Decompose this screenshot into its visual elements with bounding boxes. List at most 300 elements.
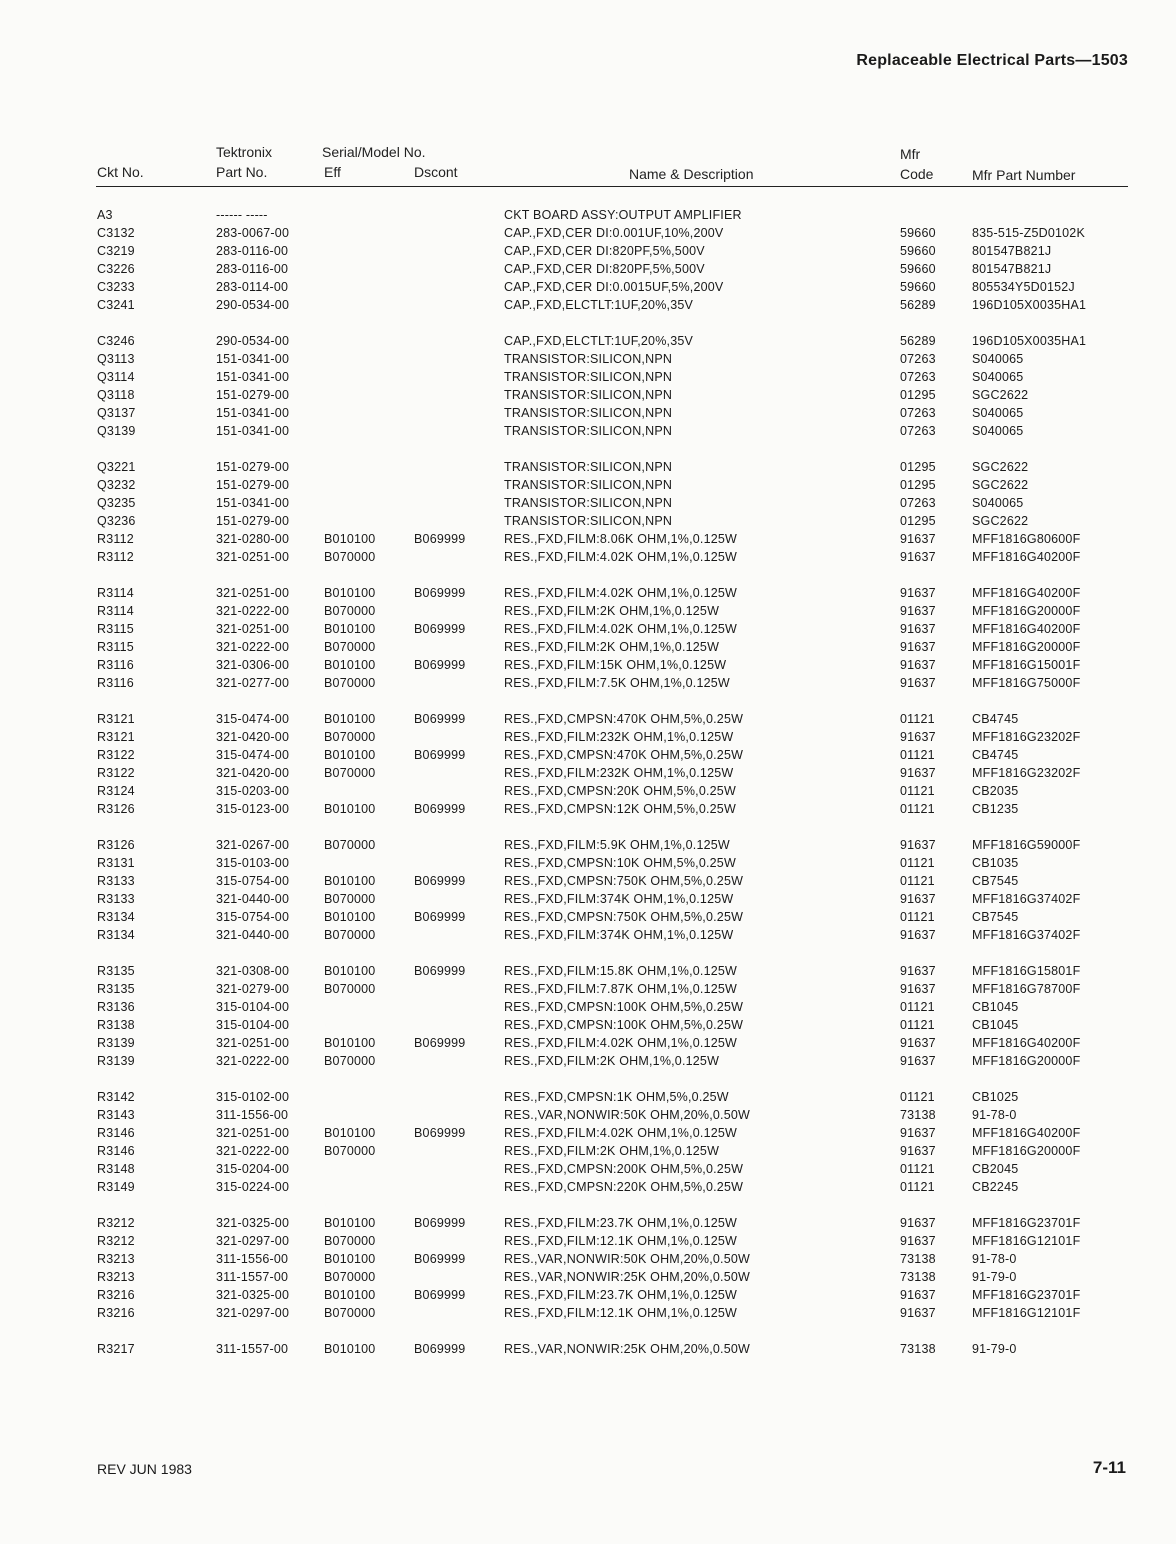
cell-ckt-no: R3216 — [97, 1288, 135, 1302]
table-row — [0, 603, 1176, 621]
cell-name-description: CAP.,FXD,CER DI:820PF,5%,500V — [504, 244, 705, 258]
cell-dscont-serial: B069999 — [414, 964, 466, 978]
header-tektronix: Tektronix — [216, 144, 273, 160]
cell-ckt-no: C3233 — [97, 280, 135, 294]
cell-name-description: RES.,FXD,FILM:7.5K OHM,1%,0.125W — [504, 676, 730, 690]
cell-mfr-part-number: 91-78-0 — [972, 1252, 1017, 1266]
cell-mfr-part-number: 835-515-Z5D0102K — [972, 226, 1085, 240]
cell-mfr-code: 01121 — [900, 712, 935, 726]
cell-mfr-code: 59660 — [900, 280, 936, 294]
cell-name-description: CAP.,FXD,ELCTLT:1UF,20%,35V — [504, 334, 694, 348]
cell-ckt-no: C3219 — [97, 244, 135, 258]
cell-mfr-part-number: S040065 — [972, 370, 1024, 384]
cell-part-no: 315-0123-00 — [216, 802, 290, 816]
cell-ckt-no: Q3221 — [97, 460, 136, 474]
cell-mfr-code: 01295 — [900, 460, 936, 474]
table-row — [0, 297, 1176, 315]
cell-eff-serial: B070000 — [324, 1144, 376, 1158]
cell-mfr-code: 91637 — [900, 1306, 936, 1320]
cell-part-no: 315-0474-00 — [216, 712, 290, 726]
cell-mfr-part-number: 91-79-0 — [972, 1270, 1017, 1284]
cell-part-no: 283-0116-00 — [216, 244, 289, 258]
cell-name-description: TRANSISTOR:SILICON,NPN — [504, 388, 673, 402]
cell-dscont-serial: B069999 — [414, 622, 466, 636]
header-ckt-no: Ckt No. — [97, 164, 144, 180]
cell-part-no: 321-0420-00 — [216, 730, 290, 744]
cell-mfr-code: 73138 — [900, 1342, 936, 1356]
cell-dscont-serial: B069999 — [414, 748, 466, 762]
cell-mfr-code: 07263 — [900, 406, 936, 420]
cell-ckt-no: C3132 — [97, 226, 135, 240]
cell-eff-serial: B010100 — [324, 1036, 376, 1050]
row-group — [0, 333, 1176, 441]
table-row — [0, 873, 1176, 891]
cell-name-description: RES.,FXD,CMPSN:470K OHM,5%,0.25W — [504, 712, 744, 726]
cell-mfr-code: 91637 — [900, 1234, 936, 1248]
cell-ckt-no: R3146 — [97, 1144, 135, 1158]
cell-part-no: 321-0222-00 — [216, 604, 290, 618]
cell-part-no: 321-0297-00 — [216, 1306, 290, 1320]
cell-part-no: 151-0279-00 — [216, 514, 290, 528]
cell-name-description: RES.,FXD,FILM:15.8K OHM,1%,0.125W — [504, 964, 738, 978]
table-row — [0, 891, 1176, 909]
cell-mfr-part-number: CB2245 — [972, 1180, 1019, 1194]
cell-mfr-part-number: CB1045 — [972, 1018, 1019, 1032]
cell-mfr-part-number: SGC2622 — [972, 388, 1029, 402]
cell-name-description: RES.,FXD,CMPSN:470K OHM,5%,0.25W — [504, 748, 744, 762]
header-name-description: Name & Description — [629, 166, 754, 182]
cell-mfr-code: 73138 — [900, 1108, 936, 1122]
cell-mfr-code: 91637 — [900, 766, 936, 780]
cell-mfr-code: 73138 — [900, 1270, 936, 1284]
cell-mfr-part-number: CB1025 — [972, 1090, 1019, 1104]
cell-mfr-part-number: MFF1816G37402F — [972, 928, 1081, 942]
cell-mfr-part-number: MFF1816G59000F — [972, 838, 1081, 852]
table-row — [0, 729, 1176, 747]
cell-part-no: 321-0277-00 — [216, 676, 290, 690]
cell-ckt-no: R3212 — [97, 1234, 135, 1248]
cell-name-description: RES.,VAR,NONWIR:25K OHM,20%,0.50W — [504, 1270, 751, 1284]
cell-mfr-code: 01121 — [900, 784, 935, 798]
cell-mfr-code: 91637 — [900, 982, 936, 996]
cell-mfr-part-number: S040065 — [972, 406, 1024, 420]
cell-mfr-code: 91637 — [900, 604, 936, 618]
cell-mfr-code: 59660 — [900, 226, 936, 240]
cell-ckt-no: R3143 — [97, 1108, 135, 1122]
table-row — [0, 261, 1176, 279]
cell-mfr-code: 91637 — [900, 586, 936, 600]
cell-mfr-code: 07263 — [900, 424, 936, 438]
cell-eff-serial: B010100 — [324, 532, 376, 546]
cell-name-description: RES.,FXD,CMPSN:12K OHM,5%,0.25W — [504, 802, 736, 816]
cell-name-description: TRANSISTOR:SILICON,NPN — [504, 496, 673, 510]
cell-part-no: 151-0341-00 — [216, 424, 290, 438]
cell-mfr-code: 73138 — [900, 1252, 936, 1266]
cell-ckt-no: R3122 — [97, 748, 135, 762]
cell-name-description: RES.,FXD,FILM:374K OHM,1%,0.125W — [504, 892, 734, 906]
table-row — [0, 1053, 1176, 1071]
cell-mfr-part-number: 91-78-0 — [972, 1108, 1017, 1122]
cell-mfr-part-number: CB1045 — [972, 1000, 1019, 1014]
cell-part-no: 283-0114-00 — [216, 280, 289, 294]
table-row — [0, 639, 1176, 657]
table-row — [0, 1269, 1176, 1287]
cell-mfr-part-number: MFF1816G23701F — [972, 1288, 1081, 1302]
cell-eff-serial: B070000 — [324, 982, 376, 996]
cell-name-description: CAP.,FXD,CER DI:0.001UF,10%,200V — [504, 226, 724, 240]
cell-mfr-part-number: MFF1816G12101F — [972, 1306, 1081, 1320]
cell-ckt-no: R3136 — [97, 1000, 135, 1014]
cell-mfr-part-number: 801547B821J — [972, 262, 1052, 276]
cell-name-description: TRANSISTOR:SILICON,NPN — [504, 478, 673, 492]
cell-ckt-no: C3241 — [97, 298, 135, 312]
cell-mfr-code: 01121 — [900, 1018, 935, 1032]
cell-name-description: RES.,FXD,FILM:7.87K OHM,1%,0.125W — [504, 982, 738, 996]
cell-eff-serial: B070000 — [324, 604, 376, 618]
cell-mfr-code: 91637 — [900, 964, 936, 978]
cell-part-no: 321-0222-00 — [216, 1054, 290, 1068]
table-row — [0, 333, 1176, 351]
table-row — [0, 243, 1176, 261]
cell-eff-serial: B010100 — [324, 586, 376, 600]
cell-part-no: 290-0534-00 — [216, 334, 290, 348]
cell-mfr-part-number: CB4745 — [972, 712, 1019, 726]
cell-eff-serial: B010100 — [324, 1252, 376, 1266]
table-row — [0, 423, 1176, 441]
cell-mfr-part-number: CB7545 — [972, 910, 1019, 924]
cell-mfr-part-number: MFF1816G23202F — [972, 766, 1081, 780]
cell-eff-serial: B010100 — [324, 712, 376, 726]
cell-ckt-no: R3213 — [97, 1270, 135, 1284]
cell-part-no: 315-0754-00 — [216, 874, 290, 888]
header-serial-model: Serial/Model No. — [322, 144, 426, 160]
header-part-no: Part No. — [216, 164, 268, 180]
cell-mfr-code: 07263 — [900, 496, 936, 510]
cell-mfr-code: 91637 — [900, 676, 936, 690]
cell-ckt-no: R3121 — [97, 712, 135, 726]
cell-eff-serial: B010100 — [324, 874, 376, 888]
cell-mfr-code: 59660 — [900, 244, 936, 258]
cell-dscont-serial: B069999 — [414, 658, 466, 672]
cell-ckt-no: Q3236 — [97, 514, 136, 528]
table-row — [0, 531, 1176, 549]
cell-eff-serial: B070000 — [324, 892, 376, 906]
cell-ckt-no: C3246 — [97, 334, 135, 348]
cell-name-description: TRANSISTOR:SILICON,NPN — [504, 406, 673, 420]
cell-ckt-no: R3133 — [97, 874, 135, 888]
cell-mfr-part-number: 196D105X0035HA1 — [972, 334, 1087, 348]
cell-mfr-part-number: MFF1816G23701F — [972, 1216, 1081, 1230]
cell-name-description: RES.,FXD,CMPSN:220K OHM,5%,0.25W — [504, 1180, 744, 1194]
cell-name-description: RES.,FXD,FILM:5.9K OHM,1%,0.125W — [504, 838, 730, 852]
cell-dscont-serial: B069999 — [414, 1252, 466, 1266]
cell-part-no: 315-0203-00 — [216, 784, 290, 798]
cell-ckt-no: R3114 — [97, 586, 134, 600]
cell-ckt-no: R3146 — [97, 1126, 135, 1140]
table-row — [0, 387, 1176, 405]
cell-ckt-no: R3112 — [97, 532, 134, 546]
cell-part-no: 321-0420-00 — [216, 766, 290, 780]
cell-ckt-no: Q3118 — [97, 388, 135, 402]
table-row — [0, 657, 1176, 675]
cell-eff-serial: B010100 — [324, 748, 376, 762]
cell-mfr-part-number: MFF1816G40200F — [972, 550, 1081, 564]
cell-part-no: 321-0251-00 — [216, 1036, 290, 1050]
cell-mfr-part-number: S040065 — [972, 352, 1024, 366]
cell-name-description: RES.,FXD,FILM:2K OHM,1%,0.125W — [504, 1054, 720, 1068]
cell-part-no: 321-0440-00 — [216, 928, 290, 942]
row-group — [0, 585, 1176, 693]
cell-name-description: RES.,VAR,NONWIR:50K OHM,20%,0.50W — [504, 1252, 751, 1266]
cell-mfr-code: 56289 — [900, 334, 936, 348]
cell-mfr-code: 91637 — [900, 1288, 936, 1302]
cell-name-description: RES.,FXD,CMPSN:1K OHM,5%,0.25W — [504, 1090, 729, 1104]
cell-name-description: RES.,FXD,FILM:23.7K OHM,1%,0.125W — [504, 1288, 738, 1302]
cell-mfr-code: 91637 — [900, 838, 936, 852]
cell-mfr-code: 91637 — [900, 622, 936, 636]
cell-part-no: 321-0251-00 — [216, 1126, 290, 1140]
cell-mfr-code: 59660 — [900, 262, 936, 276]
cell-ckt-no: R3212 — [97, 1216, 135, 1230]
cell-name-description: RES.,FXD,FILM:23.7K OHM,1%,0.125W — [504, 1216, 738, 1230]
table-row — [0, 369, 1176, 387]
cell-dscont-serial: B069999 — [414, 1216, 466, 1230]
cell-mfr-part-number: MFF1816G23202F — [972, 730, 1081, 744]
cell-ckt-no: R3135 — [97, 982, 135, 996]
cell-mfr-part-number: 196D105X0035HA1 — [972, 298, 1087, 312]
cell-dscont-serial: B069999 — [414, 712, 466, 726]
cell-part-no: 321-0308-00 — [216, 964, 290, 978]
cell-part-no: 321-0297-00 — [216, 1234, 290, 1248]
cell-mfr-part-number: MFF1816G20000F — [972, 640, 1081, 654]
cell-name-description: CAP.,FXD,CER DI:820PF,5%,500V — [504, 262, 705, 276]
cell-name-description: RES.,FXD,FILM:8.06K OHM,1%,0.125W — [504, 532, 738, 546]
cell-eff-serial: B010100 — [324, 1288, 376, 1302]
cell-dscont-serial: B069999 — [414, 910, 466, 924]
table-row — [0, 963, 1176, 981]
cell-part-no: 321-0325-00 — [216, 1216, 290, 1230]
table-row — [0, 783, 1176, 801]
cell-name-description: RES.,FXD,CMPSN:100K OHM,5%,0.25W — [504, 1018, 744, 1032]
table-row — [0, 279, 1176, 297]
row-group — [0, 837, 1176, 945]
cell-mfr-part-number: S040065 — [972, 424, 1024, 438]
cell-ckt-no: R3148 — [97, 1162, 135, 1176]
header-mfr-part-number: Mfr Part Number — [972, 167, 1076, 183]
cell-name-description: TRANSISTOR:SILICON,NPN — [504, 460, 673, 474]
cell-part-no: 321-0251-00 — [216, 550, 290, 564]
cell-ckt-no: R3139 — [97, 1054, 135, 1068]
row-group — [0, 1341, 1176, 1359]
cell-mfr-part-number: SGC2622 — [972, 514, 1029, 528]
cell-name-description: RES.,FXD,FILM:2K OHM,1%,0.125W — [504, 604, 720, 618]
page-number: 7-11 — [1092, 1458, 1126, 1477]
cell-part-no: 311-1556-00 — [216, 1108, 289, 1122]
cell-name-description: RES.,FXD,FILM:232K OHM,1%,0.125W — [504, 766, 734, 780]
cell-mfr-part-number: MFF1816G15001F — [972, 658, 1081, 672]
cell-part-no: 321-0251-00 — [216, 586, 290, 600]
cell-dscont-serial: B069999 — [414, 1342, 466, 1356]
table-row — [0, 837, 1176, 855]
cell-name-description: RES.,FXD,CMPSN:750K OHM,5%,0.25W — [504, 910, 744, 924]
cell-part-no: 151-0341-00 — [216, 352, 290, 366]
cell-dscont-serial: B069999 — [414, 532, 466, 546]
header-mfr-code: Code — [900, 166, 934, 182]
table-row — [0, 1161, 1176, 1179]
table-row — [0, 855, 1176, 873]
cell-mfr-code: 01121 — [900, 748, 935, 762]
table-row — [0, 225, 1176, 243]
cell-dscont-serial: B069999 — [414, 1036, 466, 1050]
cell-part-no: 321-0325-00 — [216, 1288, 290, 1302]
cell-mfr-code: 01295 — [900, 514, 936, 528]
cell-mfr-part-number: MFF1816G12101F — [972, 1234, 1081, 1248]
cell-mfr-code: 01121 — [900, 874, 935, 888]
cell-dscont-serial: B069999 — [414, 586, 466, 600]
cell-name-description: RES.,FXD,CMPSN:20K OHM,5%,0.25W — [504, 784, 736, 798]
cell-name-description: TRANSISTOR:SILICON,NPN — [504, 514, 673, 528]
table-row — [0, 675, 1176, 693]
cell-ckt-no: A3 — [97, 208, 113, 222]
cell-part-no: 290-0534-00 — [216, 298, 290, 312]
cell-ckt-no: R3126 — [97, 802, 135, 816]
cell-part-no: 151-0341-00 — [216, 370, 290, 384]
cell-ckt-no: R3138 — [97, 1018, 135, 1032]
cell-eff-serial: B070000 — [324, 640, 376, 654]
table-row — [0, 495, 1176, 513]
header-mfr: Mfr — [900, 146, 921, 162]
table-row — [0, 909, 1176, 927]
cell-mfr-code: 91637 — [900, 730, 936, 744]
cell-name-description: RES.,FXD,FILM:4.02K OHM,1%,0.125W — [504, 1126, 738, 1140]
cell-ckt-no: R3133 — [97, 892, 135, 906]
cell-eff-serial: B070000 — [324, 1234, 376, 1248]
cell-eff-serial: B010100 — [324, 1342, 376, 1356]
cell-part-no: 315-0103-00 — [216, 856, 290, 870]
table-row — [0, 1251, 1176, 1269]
cell-mfr-code: 01121 — [900, 802, 935, 816]
table-row — [0, 999, 1176, 1017]
cell-part-no: 151-0341-00 — [216, 406, 290, 420]
cell-mfr-part-number: CB1035 — [972, 856, 1019, 870]
cell-eff-serial: B010100 — [324, 910, 376, 924]
cell-mfr-code: 91637 — [900, 892, 936, 906]
header-dscont: Dscont — [414, 164, 458, 180]
cell-ckt-no: R3217 — [97, 1342, 135, 1356]
cell-ckt-no: R3131 — [97, 856, 135, 870]
table-row — [0, 1089, 1176, 1107]
cell-mfr-part-number: MFF1816G40200F — [972, 586, 1081, 600]
cell-mfr-part-number: MFF1816G75000F — [972, 676, 1081, 690]
cell-mfr-part-number: CB7545 — [972, 874, 1019, 888]
cell-part-no: 315-0754-00 — [216, 910, 290, 924]
cell-mfr-code: 01121 — [900, 1162, 935, 1176]
cell-mfr-code: 56289 — [900, 298, 936, 312]
table-row — [0, 207, 1176, 225]
cell-mfr-part-number: 91-79-0 — [972, 1342, 1017, 1356]
cell-ckt-no: R3115 — [97, 622, 134, 636]
cell-ckt-no: R3216 — [97, 1306, 135, 1320]
cell-part-no: 315-0474-00 — [216, 748, 290, 762]
cell-dscont-serial: B069999 — [414, 1288, 466, 1302]
cell-eff-serial: B070000 — [324, 838, 376, 852]
header-rule — [96, 186, 1128, 187]
table-row — [0, 927, 1176, 945]
cell-mfr-code: 01121 — [900, 1180, 935, 1194]
cell-mfr-part-number: MFF1816G20000F — [972, 604, 1081, 618]
cell-eff-serial: B010100 — [324, 1216, 376, 1230]
cell-ckt-no: R3112 — [97, 550, 134, 564]
cell-name-description: RES.,FXD,FILM:4.02K OHM,1%,0.125W — [504, 586, 738, 600]
cell-part-no: 315-0224-00 — [216, 1180, 290, 1194]
cell-eff-serial: B070000 — [324, 1270, 376, 1284]
table-row — [0, 351, 1176, 369]
row-group — [0, 1215, 1176, 1323]
cell-name-description: TRANSISTOR:SILICON,NPN — [504, 370, 673, 384]
cell-mfr-part-number: CB4745 — [972, 748, 1019, 762]
row-group — [0, 1089, 1176, 1197]
cell-mfr-code: 91637 — [900, 1144, 936, 1158]
cell-part-no: 321-0251-00 — [216, 622, 290, 636]
cell-part-no: 321-0222-00 — [216, 1144, 290, 1158]
cell-ckt-no: R3134 — [97, 928, 135, 942]
cell-part-no: 321-0279-00 — [216, 982, 290, 996]
cell-part-no: 151-0279-00 — [216, 460, 290, 474]
cell-ckt-no: Q3114 — [97, 370, 135, 384]
cell-mfr-code: 01295 — [900, 388, 936, 402]
cell-mfr-part-number: MFF1816G15801F — [972, 964, 1081, 978]
table-row — [0, 513, 1176, 531]
cell-part-no: 283-0116-00 — [216, 262, 289, 276]
cell-name-description: RES.,FXD,FILM:4.02K OHM,1%,0.125W — [504, 622, 738, 636]
cell-ckt-no: R3114 — [97, 604, 134, 618]
cell-ckt-no: R3142 — [97, 1090, 135, 1104]
cell-mfr-code: 07263 — [900, 370, 936, 384]
cell-mfr-part-number: MFF1816G40200F — [972, 1126, 1081, 1140]
cell-part-no: 321-0440-00 — [216, 892, 290, 906]
cell-eff-serial: B070000 — [324, 766, 376, 780]
cell-part-no: 321-0280-00 — [216, 532, 290, 546]
cell-mfr-part-number: MFF1816G40200F — [972, 1036, 1081, 1050]
cell-mfr-code: 91637 — [900, 1054, 936, 1068]
table-row — [0, 1179, 1176, 1197]
table-row — [0, 405, 1176, 423]
cell-name-description: RES.,FXD,FILM:4.02K OHM,1%,0.125W — [504, 1036, 738, 1050]
cell-ckt-no: Q3139 — [97, 424, 136, 438]
cell-name-description: RES.,FXD,CMPSN:200K OHM,5%,0.25W — [504, 1162, 744, 1176]
table-row — [0, 711, 1176, 729]
table-row — [0, 1215, 1176, 1233]
cell-part-no: 315-0104-00 — [216, 1018, 290, 1032]
cell-mfr-code: 01121 — [900, 910, 935, 924]
cell-name-description: RES.,FXD,FILM:2K OHM,1%,0.125W — [504, 640, 720, 654]
cell-mfr-part-number: SGC2622 — [972, 460, 1029, 474]
cell-name-description: RES.,FXD,FILM:374K OHM,1%,0.125W — [504, 928, 734, 942]
cell-eff-serial: B070000 — [324, 1054, 376, 1068]
page-title: Replaceable Electrical Parts—1503 — [856, 52, 1128, 69]
row-group — [0, 459, 1176, 567]
cell-ckt-no: Q3113 — [97, 352, 135, 366]
cell-part-no: 283-0067-00 — [216, 226, 290, 240]
cell-part-no: 311-1557-00 — [216, 1270, 289, 1284]
cell-eff-serial: B070000 — [324, 550, 376, 564]
row-group — [0, 207, 1176, 315]
cell-eff-serial: B010100 — [324, 1126, 376, 1140]
cell-eff-serial: B010100 — [324, 964, 376, 978]
cell-eff-serial: B070000 — [324, 1306, 376, 1320]
cell-mfr-part-number: CB2045 — [972, 1162, 1019, 1176]
cell-mfr-code: 01121 — [900, 1090, 935, 1104]
